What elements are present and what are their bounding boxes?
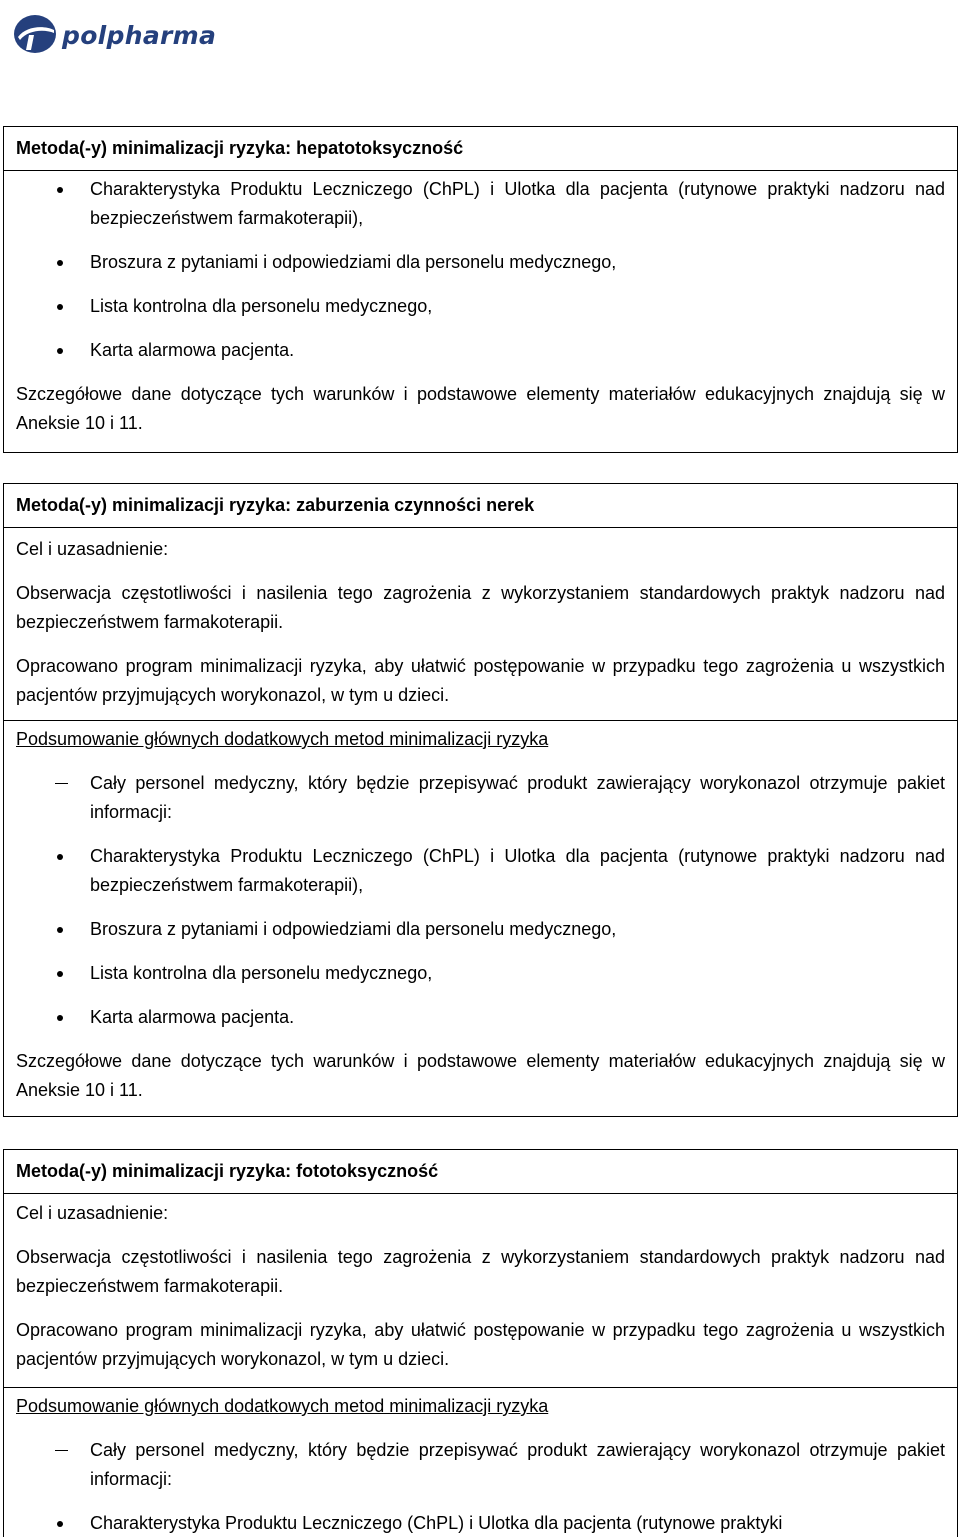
- bullet-icon: [57, 348, 63, 354]
- summary-block: [4, 725, 957, 1105]
- section-header: [4, 1150, 957, 1194]
- goal-paragraph: Opracowano program minimalizacji ryzyka, aby ułatwić postępowanie w przypadku tego zagrożenia u wszystkich pacjentów przyjmujących worykonazol, w tym u dzieci.: [16, 656, 945, 705]
- goal-paragraph: Obserwacja częstotliwości i nasilenia tego zagrożenia z wykorzystaniem standardowych praktyk nadzoru nad bezpieczeństwem farmakoterapii.: [16, 583, 945, 632]
- details-paragraph: Szczegółowe dane dotyczące tych warunków i podstawowe elementy materiałów edukacyjnych znajdują się w Aneksie 10 i 11.: [16, 1051, 945, 1100]
- list-item: Charakterystyka Produktu Leczniczego (ChPL) i Ulotka dla pacjenta (rutynowe praktyki: [16, 1509, 945, 1537]
- section-title: Metoda(-y) minimalizacji ryzyka: zaburzenia czynności nerek: [16, 495, 535, 515]
- section-title: Metoda(-y) minimalizacji ryzyka: fototoksyczność: [16, 1161, 439, 1181]
- goal-paragraph: Obserwacja częstotliwości i nasilenia tego zagrożenia z wykorzystaniem standardowych praktyk nadzoru nad bezpieczeństwem farmakoterapii.: [16, 1247, 945, 1296]
- section-title: Metoda(-y) minimalizacji ryzyka: hepatotoksyczność: [16, 138, 464, 158]
- bullet-icon: [57, 1521, 63, 1527]
- section-body: [4, 175, 957, 438]
- section-header: [4, 484, 957, 528]
- goal-label: Cel i uzasadnienie:: [16, 1203, 169, 1223]
- company-logo: [12, 10, 216, 58]
- list-item: Karta alarmowa pacjenta.: [16, 1003, 945, 1032]
- list-item: Lista kontrolna dla personelu medycznego,: [16, 959, 945, 988]
- list-item: Broszura z pytaniami i odpowiedziami dla personelu medycznego,: [16, 915, 945, 944]
- summary-label: Podsumowanie głównych dodatkowych metod minimalizacji ryzyka: [16, 1396, 549, 1416]
- list-item: Karta alarmowa pacjenta.: [16, 336, 945, 365]
- list-item: Cały personel medyczny, który będzie przepisywać produkt zawierający worykonazol otrzymuje pakiet informacji:: [16, 1436, 945, 1494]
- section-phototoxicity: [3, 1149, 958, 1537]
- bullet-icon: [57, 1015, 63, 1021]
- bullet-icon: [57, 260, 63, 266]
- goal-paragraph: Opracowano program minimalizacji ryzyka, aby ułatwić postępowanie w przypadku tego zagrożenia u wszystkich pacjentów przyjmujących worykonazol, w tym u dzieci.: [16, 1320, 945, 1369]
- bullet-icon: [57, 971, 63, 977]
- bullet-icon: [57, 927, 63, 933]
- materials-list: [16, 175, 945, 365]
- divider: [4, 1387, 957, 1388]
- goal-label: Cel i uzasadnienie:: [16, 539, 169, 559]
- section-header: [4, 127, 957, 171]
- section-renal-disorders: [3, 483, 958, 1117]
- list-item: Cały personel medyczny, który będzie przepisywać produkt zawierający worykonazol otrzymuje pakiet informacji:: [16, 769, 945, 827]
- package-list: [16, 769, 945, 1032]
- bullet-icon: [57, 187, 63, 193]
- list-item: Charakterystyka Produktu Leczniczego (ChPL) i Ulotka dla pacjenta (rutynowe praktyki nadzoru nad bezpieczeństwem farmakoterapii),: [16, 175, 945, 233]
- package-list: [16, 1436, 945, 1537]
- bullet-icon: [57, 854, 63, 860]
- details-paragraph: Szczegółowe dane dotyczące tych warunków i podstawowe elementy materiałów edukacyjnych znajdują się w Aneksie 10 i 11.: [16, 384, 945, 433]
- section-hepatotoxicity: [3, 126, 958, 453]
- list-item: Broszura z pytaniami i odpowiedziami dla personelu medycznego,: [16, 248, 945, 277]
- logo-text: polpharma: [62, 20, 217, 50]
- bullet-icon: [57, 304, 63, 310]
- dash-icon: [55, 1450, 68, 1451]
- goal-block: [4, 535, 957, 710]
- divider: [4, 720, 957, 721]
- summary-label: Podsumowanie głównych dodatkowych metod minimalizacji ryzyka: [16, 729, 549, 749]
- summary-block: [4, 1392, 957, 1537]
- list-item: Charakterystyka Produktu Leczniczego (ChPL) i Ulotka dla pacjenta (rutynowe praktyki nadzoru nad bezpieczeństwem farmakoterapii),: [16, 842, 945, 900]
- goal-block: [4, 1199, 957, 1374]
- polpharma-logo-icon: [12, 13, 58, 55]
- dash-icon: [55, 783, 68, 784]
- list-item: Lista kontrolna dla personelu medycznego,: [16, 292, 945, 321]
